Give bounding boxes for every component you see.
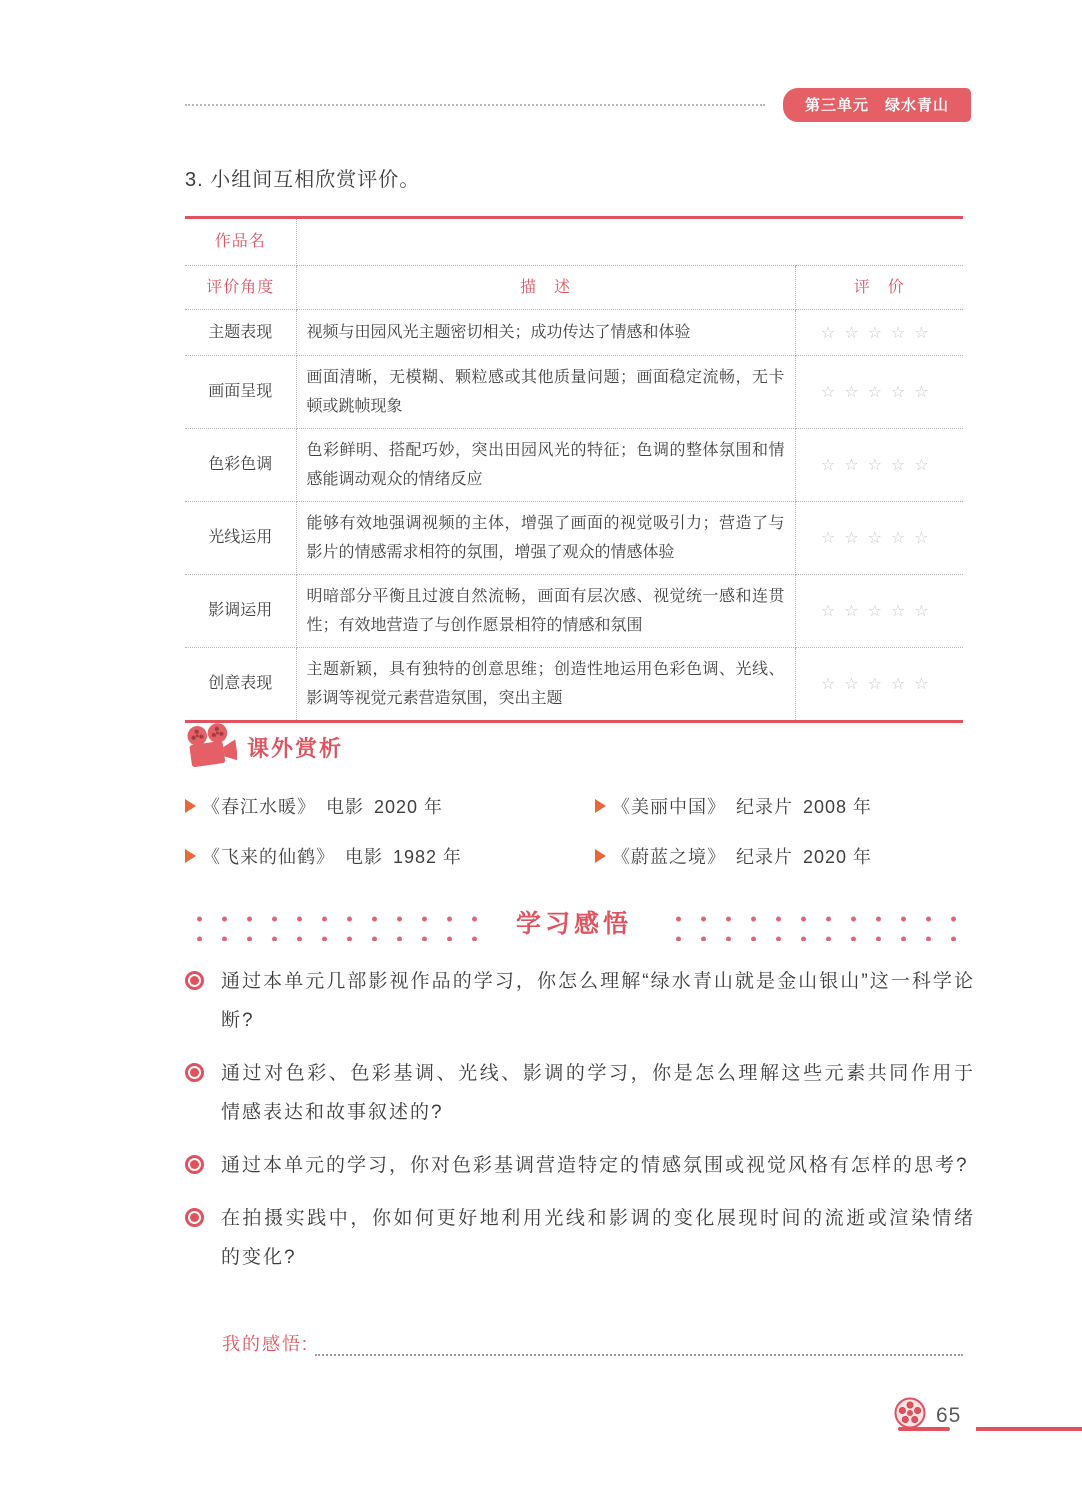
star-rating: ☆☆☆☆☆ — [795, 428, 963, 501]
list-item — [185, 962, 975, 1040]
bullseye-bullet-icon — [185, 1155, 204, 1174]
list-item — [185, 843, 595, 869]
film-title: 《春江水暖》 — [202, 797, 316, 817]
list-item — [595, 843, 963, 869]
row-desc: 明暗部分平衡且过渡自然流畅，画面有层次感、视觉统一感和连贯性；有效地营造了与创作愿景相符的情感和氛围 — [296, 574, 795, 647]
row-desc: 主题新颖，具有独特的创意思维；创造性地运用色彩色调、光线、影调等视觉元素营造氛围，突出主题 — [296, 647, 795, 720]
footer-accent-line — [976, 1427, 1082, 1431]
row-desc: 画面清晰，无模糊、颗粒感或其他质量问题；画面稳定流畅，无卡顿或跳帧现象 — [296, 355, 795, 428]
film-type: 电影 — [345, 847, 383, 867]
bullseye-bullet-icon — [185, 1063, 204, 1082]
work-name-blank-cell — [296, 219, 963, 265]
col-header-desc: 描 述 — [296, 265, 795, 309]
extracurricular-header — [185, 722, 343, 772]
row-desc: 色彩鲜明、搭配巧妙，突出田园风光的特征；色调的整体氛围和情感能调动观众的情绪反应 — [296, 428, 795, 501]
film-year: 2020 年 — [803, 847, 873, 867]
bullseye-bullet-icon — [185, 971, 204, 990]
star-rating: ☆☆☆☆☆ — [795, 501, 963, 574]
movie-camera-icon — [185, 722, 237, 772]
page-header — [185, 88, 971, 122]
dots-decoration-right — [664, 903, 963, 941]
list-item — [185, 1146, 975, 1185]
page-footer — [880, 1396, 1082, 1438]
table-row — [185, 355, 963, 428]
work-name-label: 作品名 — [185, 219, 296, 265]
film-title: 《美丽中国》 — [612, 797, 726, 817]
film-type: 电影 — [326, 797, 364, 817]
triangle-bullet-icon — [595, 849, 606, 863]
bullseye-bullet-icon — [185, 1208, 204, 1227]
unit-badge: 第三单元 绿水青山 — [783, 88, 971, 122]
question-text: 通过本单元几部影视作品的学习，你怎么理解“绿水青山就是金山银山”这一科学论断? — [221, 971, 975, 1031]
header-dotted-line — [185, 104, 765, 106]
row-angle: 光线运用 — [185, 501, 296, 574]
film-title: 《蔚蓝之境》 — [612, 847, 726, 867]
table-row-work-name — [185, 219, 963, 265]
film-year: 1982 年 — [393, 847, 463, 867]
page-number: 65 — [936, 1404, 962, 1427]
film-type: 纪录片 — [736, 847, 793, 867]
question-text: 通过对色彩、色彩基调、光线、影调的学习，你是怎么理解这些元素共同作用于情感表达和故事叙述的? — [221, 1063, 975, 1123]
col-header-rating: 评 价 — [795, 265, 963, 309]
row-angle: 画面呈现 — [185, 355, 296, 428]
film-year: 2020 年 — [374, 797, 444, 817]
row-angle: 色彩色调 — [185, 428, 296, 501]
evaluation-table — [185, 216, 963, 723]
reflection-title: 学习感悟 — [516, 910, 633, 938]
row-angle: 影调运用 — [185, 574, 296, 647]
table-row — [185, 428, 963, 501]
question-text: 在拍摄实践中，你如何更好地利用光线和影调的变化展现时间的流逝或渲染情绪的变化? — [221, 1208, 975, 1268]
table-row — [185, 647, 963, 720]
table-row — [185, 574, 963, 647]
reflection-banner — [185, 898, 963, 946]
my-reflection-label: 我的感悟: — [222, 1334, 310, 1354]
film-type: 纪录片 — [736, 797, 793, 817]
triangle-bullet-icon — [595, 799, 606, 813]
film-year: 2008 年 — [803, 797, 873, 817]
film-list — [185, 793, 963, 869]
extracurricular-title: 课外赏析 — [247, 735, 344, 761]
list-item — [595, 793, 963, 819]
row-desc: 视频与田园风光主题密切相关；成功传达了情感和体验 — [296, 309, 795, 355]
list-item — [185, 1199, 975, 1277]
row-desc: 能够有效地强调视频的主体，增强了画面的视觉吸引力；营造了与影片的情感需求相符的氛围，增强了观众的情感体验 — [296, 501, 795, 574]
section-heading: 3. 小组间互相欣赏评价。 — [185, 169, 421, 191]
list-item — [185, 793, 595, 819]
table-row — [185, 309, 963, 355]
my-reflection-row — [222, 1330, 963, 1356]
film-reel-icon — [892, 1396, 932, 1434]
row-angle: 创意表现 — [185, 647, 296, 720]
table-header-row — [185, 265, 963, 309]
table-row — [185, 501, 963, 574]
blank-fill-line — [315, 1330, 963, 1356]
question-list — [185, 962, 975, 1291]
star-rating: ☆☆☆☆☆ — [795, 574, 963, 647]
triangle-bullet-icon — [185, 799, 196, 813]
film-title: 《飞来的仙鹤》 — [202, 847, 335, 867]
col-header-angle: 评价角度 — [185, 265, 296, 309]
star-rating: ☆☆☆☆☆ — [795, 355, 963, 428]
triangle-bullet-icon — [185, 849, 196, 863]
list-item — [185, 1054, 975, 1132]
dots-decoration-left — [185, 903, 484, 941]
row-angle: 主题表现 — [185, 309, 296, 355]
star-rating: ☆☆☆☆☆ — [795, 647, 963, 720]
question-text: 通过本单元的学习，你对色彩基调营造特定的情感氛围或视觉风格有怎样的思考? — [221, 1155, 969, 1176]
star-rating: ☆☆☆☆☆ — [795, 309, 963, 355]
